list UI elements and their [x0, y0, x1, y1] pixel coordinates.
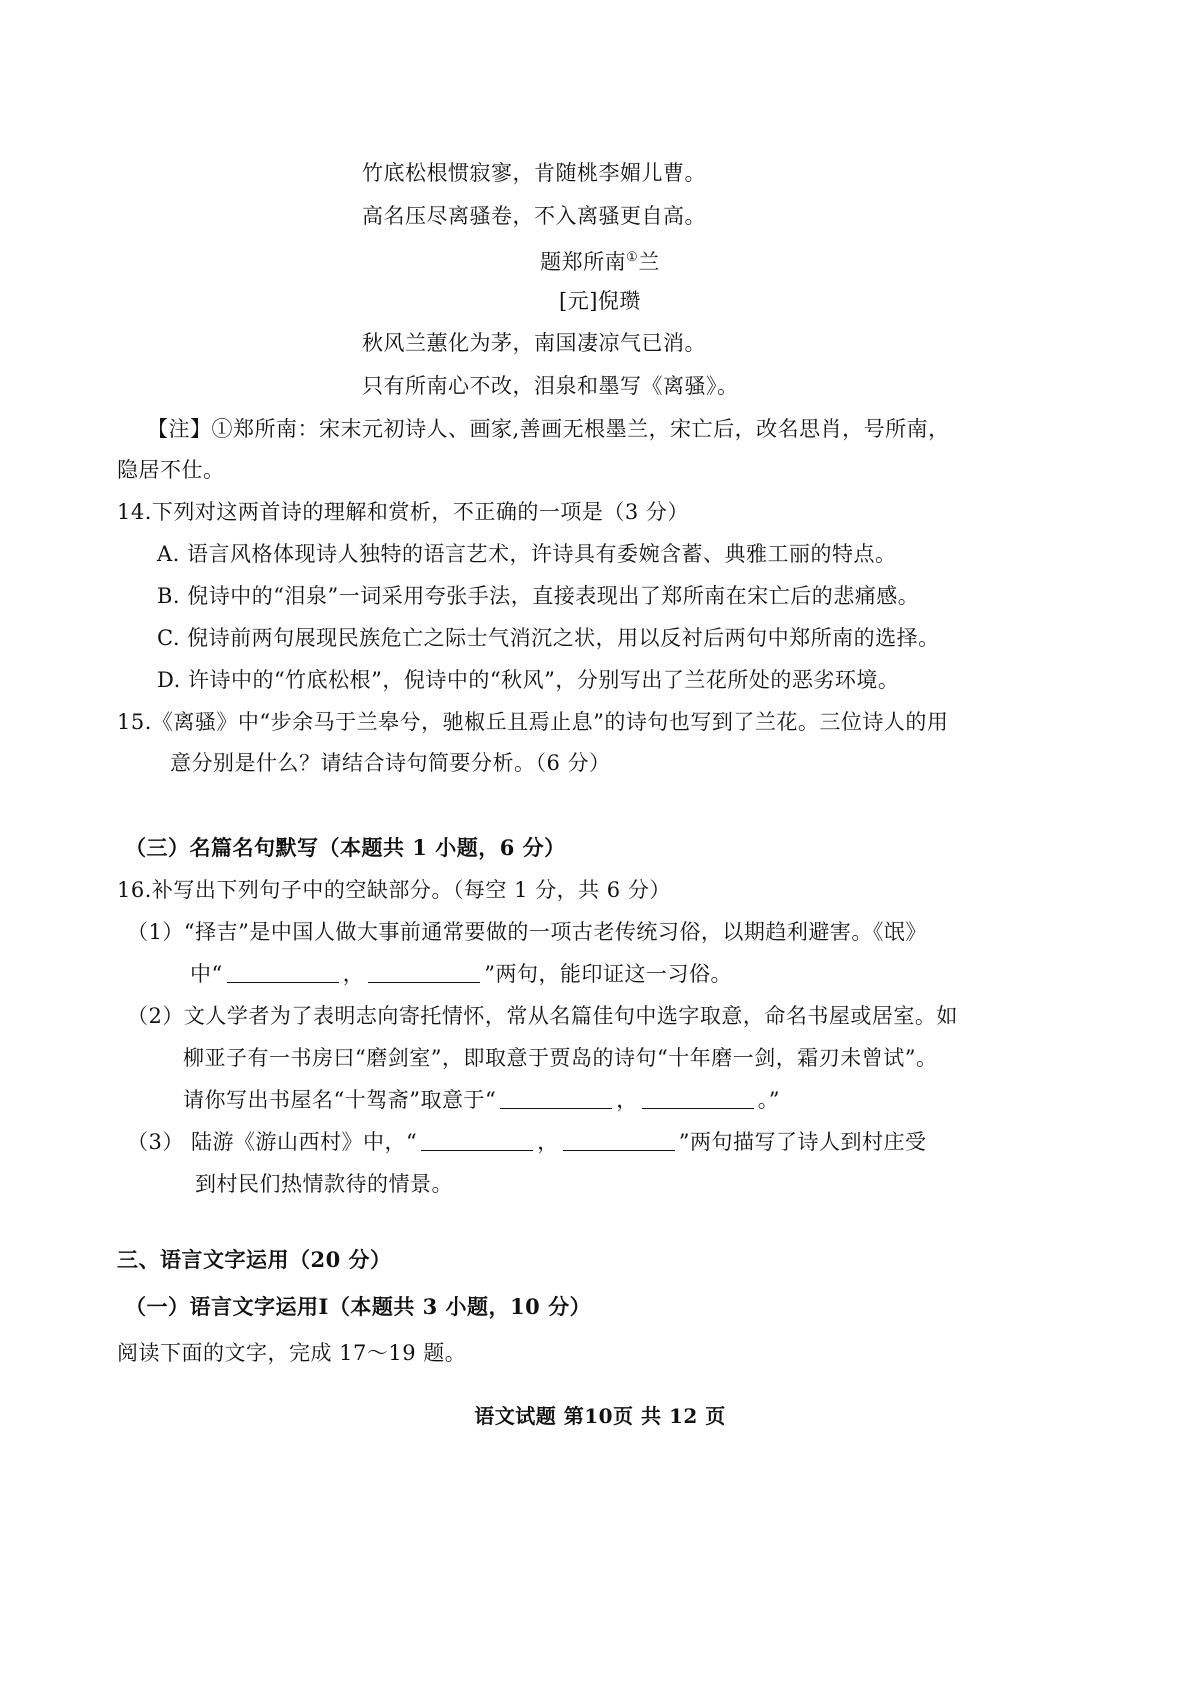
question-15-line2: 意分别是什么？请结合诗句简要分析。（6 分）: [170, 751, 611, 775]
question-14-option-c: C. 倪诗前两句展现民族危亡之际士气消沉之状，用以反衬后两句中郑所南的选择。: [157, 626, 940, 650]
text-fragment: 请你写出书屋名“十驾斋”取意于“: [183, 1088, 497, 1112]
poem2-title-suffix: 兰: [638, 250, 660, 274]
footnote-line1: 【注】①郑所南：宋末元初诗人、画家,善画无根墨兰，宋亡后，改名思肖，号所南，: [147, 417, 950, 441]
reading-instruction: 阅读下面的文字，完成 17～19 题。: [117, 1341, 467, 1365]
subsection-1-heading: （一）语言文字运用Ⅰ（本题共 3 小题，10 分）: [125, 1294, 592, 1319]
part-3-heading: 三、语言文字运用（20 分）: [117, 1247, 392, 1272]
text-fragment: ”两句，能印证这一习俗。: [484, 962, 732, 986]
question-14-option-b: B. 倪诗中的“泪泉”一词采用夸张手法，直接表现出了郑所南在宋亡后的悲痛感。: [157, 584, 920, 608]
poem2-author: [元]倪瓒: [559, 289, 641, 313]
answer-blank[interactable]: [227, 960, 339, 983]
answer-blank[interactable]: [563, 1128, 675, 1151]
question-15-line1: 15.《离骚》中“步余马于兰皋兮，驰椒丘且焉止息”的诗句也写到了兰花。三位诗人的用: [117, 710, 949, 734]
poem2-title: [0, 243, 1200, 277]
answer-blank[interactable]: [500, 1086, 612, 1109]
question-14-option-a: A. 语言风格体现诗人独特的语言艺术，许诗具有委婉含蓄、典雅工丽的特点。: [157, 542, 897, 566]
answer-blank[interactable]: [421, 1128, 533, 1151]
poem2-title-text: 题郑所南: [540, 250, 627, 274]
page-footer: 语文试题 第10页 共 12 页: [474, 1404, 726, 1428]
section-3-heading: （三）名篇名句默写（本题共 1 小题，6 分）: [125, 835, 566, 860]
poem1-line2: 高名压尽离骚卷，不入离骚更自高。: [362, 204, 706, 228]
question-14-option-d: D. 许诗中的“竹底松根”，倪诗中的“秋风”，分别写出了兰花所处的恶劣环境。: [157, 668, 900, 692]
text-fragment: ，: [537, 1130, 559, 1154]
question-16-part2-line1: （2）文人学者为了表明志向寄托情怀，常从名篇佳句中选字取意，命名书屋或居室。如: [127, 1004, 958, 1028]
text-fragment: ”两句描写了诗人到村庄受: [678, 1130, 927, 1154]
question-16-part3-line1: [127, 1127, 927, 1157]
text-fragment: 。”: [757, 1088, 780, 1112]
text-fragment: ，: [616, 1088, 638, 1112]
text-fragment: （3） 陆游《游山西村》中，“: [127, 1130, 418, 1154]
poem2-line2: 只有所南心不改，泪泉和墨写《离骚》。: [362, 374, 739, 398]
text-fragment: ，: [342, 962, 365, 986]
poem2-line1: 秋风兰蕙化为茅，南国凄凉气已消。: [362, 331, 706, 355]
question-16-part1-line2: [190, 959, 732, 989]
answer-blank[interactable]: [368, 960, 480, 983]
poem1-line1: 竹底松根惯寂寥，肯随桃李媚儿曹。: [362, 161, 706, 185]
answer-blank[interactable]: [642, 1086, 754, 1109]
footnote-marker: ①: [626, 250, 639, 265]
question-16-part1-line1: （1）“择吉”是中国人做大事前通常要做的一项古老传统习俗，以期趋利避害。《氓》: [127, 920, 927, 944]
question-16-stem: 16.补写出下列句子中的空缺部分。（每空 1 分，共 6 分）: [117, 878, 671, 902]
footnote-line2: 隐居不仕。: [117, 458, 225, 482]
question-16-part2-line3: [183, 1085, 780, 1115]
question-16-part3-line2: 到村民们热情款待的情景。: [195, 1172, 453, 1196]
question-16-part2-line2: 柳亚子有一书房曰“磨剑室”，即取意于贾岛的诗句“十年磨一剑，霜刃未曾试”。: [183, 1046, 938, 1070]
text-fragment: 中“: [190, 962, 223, 986]
question-14-stem: 14.下列对这两首诗的理解和赏析，不正确的一项是（3 分）: [117, 500, 689, 524]
